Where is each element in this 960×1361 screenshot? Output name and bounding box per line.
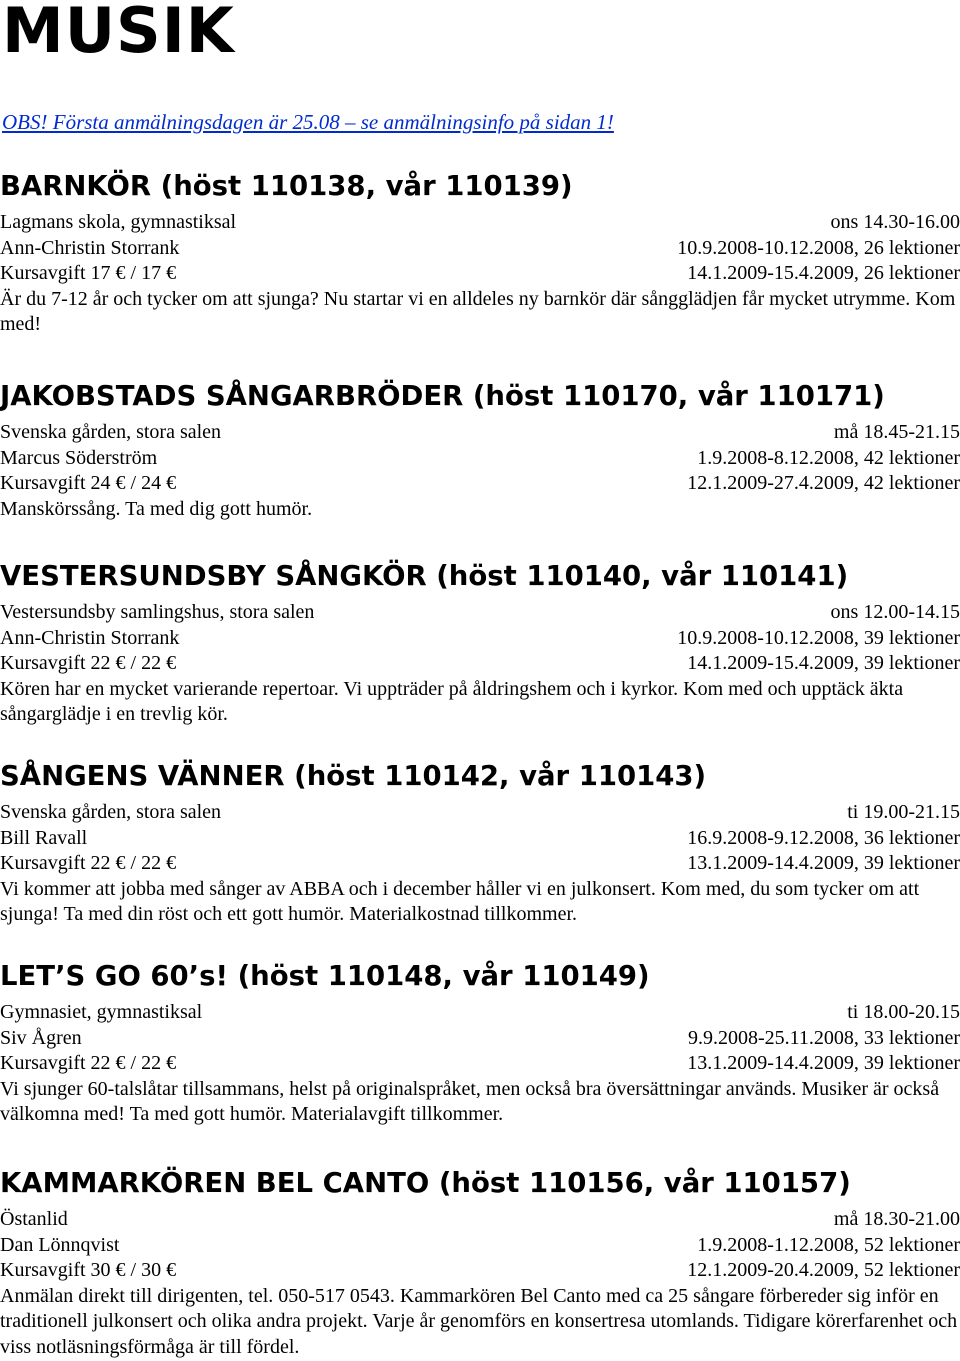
course-row-fee xyxy=(0,1258,960,1284)
course-teacher: Bill Ravall xyxy=(0,826,88,849)
course-section-barnkor xyxy=(0,168,960,338)
course-autumn-dates: 9.9.2008-25.11.2008, 33 lektioner xyxy=(687,1026,960,1049)
course-row-place xyxy=(0,420,960,446)
course-spring-dates: 14.1.2009-15.4.2009, 39 lektioner xyxy=(687,652,960,674)
course-row-place xyxy=(0,600,960,626)
course-row-teacher xyxy=(0,1026,960,1052)
course-heading: LET’S GO 60’s! (höst 110148, vår 110149) xyxy=(0,960,650,992)
course-autumn-dates: 1.9.2008-8.12.2008, 42 lektioner xyxy=(697,446,960,469)
course-time: må 18.30-21.00 xyxy=(833,1208,960,1230)
course-teacher: Siv Ågren xyxy=(0,1026,82,1049)
course-row-teacher xyxy=(0,446,960,472)
course-place: Gymnasiet, gymnastiksal xyxy=(0,1001,203,1023)
course-time: ons 14.30-16.00 xyxy=(830,211,960,233)
course-heading: SÅNGENS VÄNNER (höst 110142, vår 110143) xyxy=(0,760,707,792)
course-row-fee xyxy=(0,651,960,677)
course-fee: Kursavgift 22 € / 22 € xyxy=(0,652,177,674)
course-spring-dates: 13.1.2009-14.4.2009, 39 lektioner xyxy=(687,1052,960,1074)
course-fee: Kursavgift 17 € / 17 € xyxy=(0,262,177,284)
course-time: ti 19.00-21.15 xyxy=(847,801,960,823)
course-autumn-dates: 16.9.2008-9.12.2008, 36 lektioner xyxy=(687,826,960,849)
course-section-lets-go-60s xyxy=(0,958,960,1128)
course-place: Vestersundsby samlingshus, stora salen xyxy=(0,601,315,623)
course-teacher: Ann-Christin Storrank xyxy=(0,626,180,649)
course-description: Vi sjunger 60-talslåtar tillsammans, helst på originalspråket, men också bra översättningar används. Musiker är också välkomna med! Ta med gott humör. Materialavgift tillkommer. xyxy=(0,1077,940,1125)
course-row-teacher xyxy=(0,826,960,852)
course-place: Lagmans skola, gymnastiksal xyxy=(0,211,237,233)
course-fee: Kursavgift 22 € / 22 € xyxy=(0,1052,177,1074)
course-section-bel-canto xyxy=(0,1165,960,1360)
page-title: MUSIK xyxy=(2,0,235,67)
course-row-place xyxy=(0,1000,960,1026)
course-fee: Kursavgift 30 € / 30 € xyxy=(0,1259,177,1281)
course-fee: Kursavgift 24 € / 24 € xyxy=(0,472,177,494)
course-place: Svenska gården, stora salen xyxy=(0,801,222,823)
course-row-teacher xyxy=(0,626,960,652)
course-heading: BARNKÖR (höst 110138, vår 110139) xyxy=(0,170,573,202)
course-heading: JAKOBSTADS SÅNGARBRÖDER (höst 110170, vår 110171) xyxy=(0,380,885,412)
course-description: Vi kommer att jobba med sånger av ABBA och i december håller vi en julkonsert. Kom med, du som tycker om att sjunga! Ta med din röst och ett gott humör. Materialkostnad tillkommer. xyxy=(0,877,920,925)
course-heading: KAMMARKÖREN BEL CANTO (höst 110156, vår 110157) xyxy=(0,1167,851,1199)
course-autumn-dates: 10.9.2008-10.12.2008, 39 lektioner xyxy=(677,626,960,649)
registration-notice: OBS! Första anmälningsdagen är 25.08 – se anmälningsinfo på sidan 1! xyxy=(2,110,614,134)
course-spring-dates: 12.1.2009-20.4.2009, 52 lektioner xyxy=(687,1259,960,1281)
course-section-sangarbroder xyxy=(0,378,960,522)
course-teacher: Marcus Söderström xyxy=(0,446,158,469)
course-spring-dates: 13.1.2009-14.4.2009, 39 lektioner xyxy=(687,852,960,874)
course-row-place xyxy=(0,1207,960,1233)
course-spring-dates: 12.1.2009-27.4.2009, 42 lektioner xyxy=(687,472,960,494)
course-description: Kören har en mycket varierande repertoar. Vi uppträder på åldringshem och i kyrkor. Kom med och upptäck äkta sångarglädje i en trevlig kör. xyxy=(0,677,904,725)
course-row-fee xyxy=(0,261,960,287)
course-row-teacher xyxy=(0,1233,960,1259)
course-row-fee xyxy=(0,851,960,877)
course-teacher: Dan Lönnqvist xyxy=(0,1233,120,1256)
course-row-place xyxy=(0,800,960,826)
course-autumn-dates: 10.9.2008-10.12.2008, 26 lektioner xyxy=(677,236,960,259)
course-row-fee xyxy=(0,471,960,497)
course-place: Östanlid xyxy=(0,1208,68,1230)
course-section-sangens-vanner xyxy=(0,758,960,928)
course-description: Manskörssång. Ta med dig gott humör. xyxy=(0,497,313,520)
course-fee: Kursavgift 22 € / 22 € xyxy=(0,852,177,874)
course-description: Är du 7-12 år och tycker om att sjunga? Nu startar vi en alldeles ny barnkör där sångglädjen får mycket utrymme. Kom med! xyxy=(0,287,956,335)
course-row-fee xyxy=(0,1051,960,1077)
course-time: ons 12.00-14.15 xyxy=(830,601,960,623)
course-time: må 18.45-21.15 xyxy=(833,421,960,443)
course-description: Anmälan direkt till dirigenten, tel. 050-517 0543. Kammarkören Bel Canto med ca 25 sångare förbereder sig inför en traditionell julkonsert och olika andra projekt. Varje år genomförs en konsertresa utomlands. Tidigare körerfarenhet och viss notläsningsförmåga är till fördel. xyxy=(0,1284,958,1358)
course-heading: VESTERSUNDSBY SÅNGKÖR (höst 110140, vår 110141) xyxy=(0,560,849,592)
course-row-place xyxy=(0,210,960,236)
course-autumn-dates: 1.9.2008-1.12.2008, 52 lektioner xyxy=(697,1233,960,1256)
course-time: ti 18.00-20.15 xyxy=(847,1001,960,1023)
course-section-vestersundsby xyxy=(0,558,960,728)
course-teacher: Ann-Christin Storrank xyxy=(0,236,180,259)
course-row-teacher xyxy=(0,236,960,262)
course-spring-dates: 14.1.2009-15.4.2009, 26 lektioner xyxy=(687,262,960,284)
course-place: Svenska gården, stora salen xyxy=(0,421,222,443)
